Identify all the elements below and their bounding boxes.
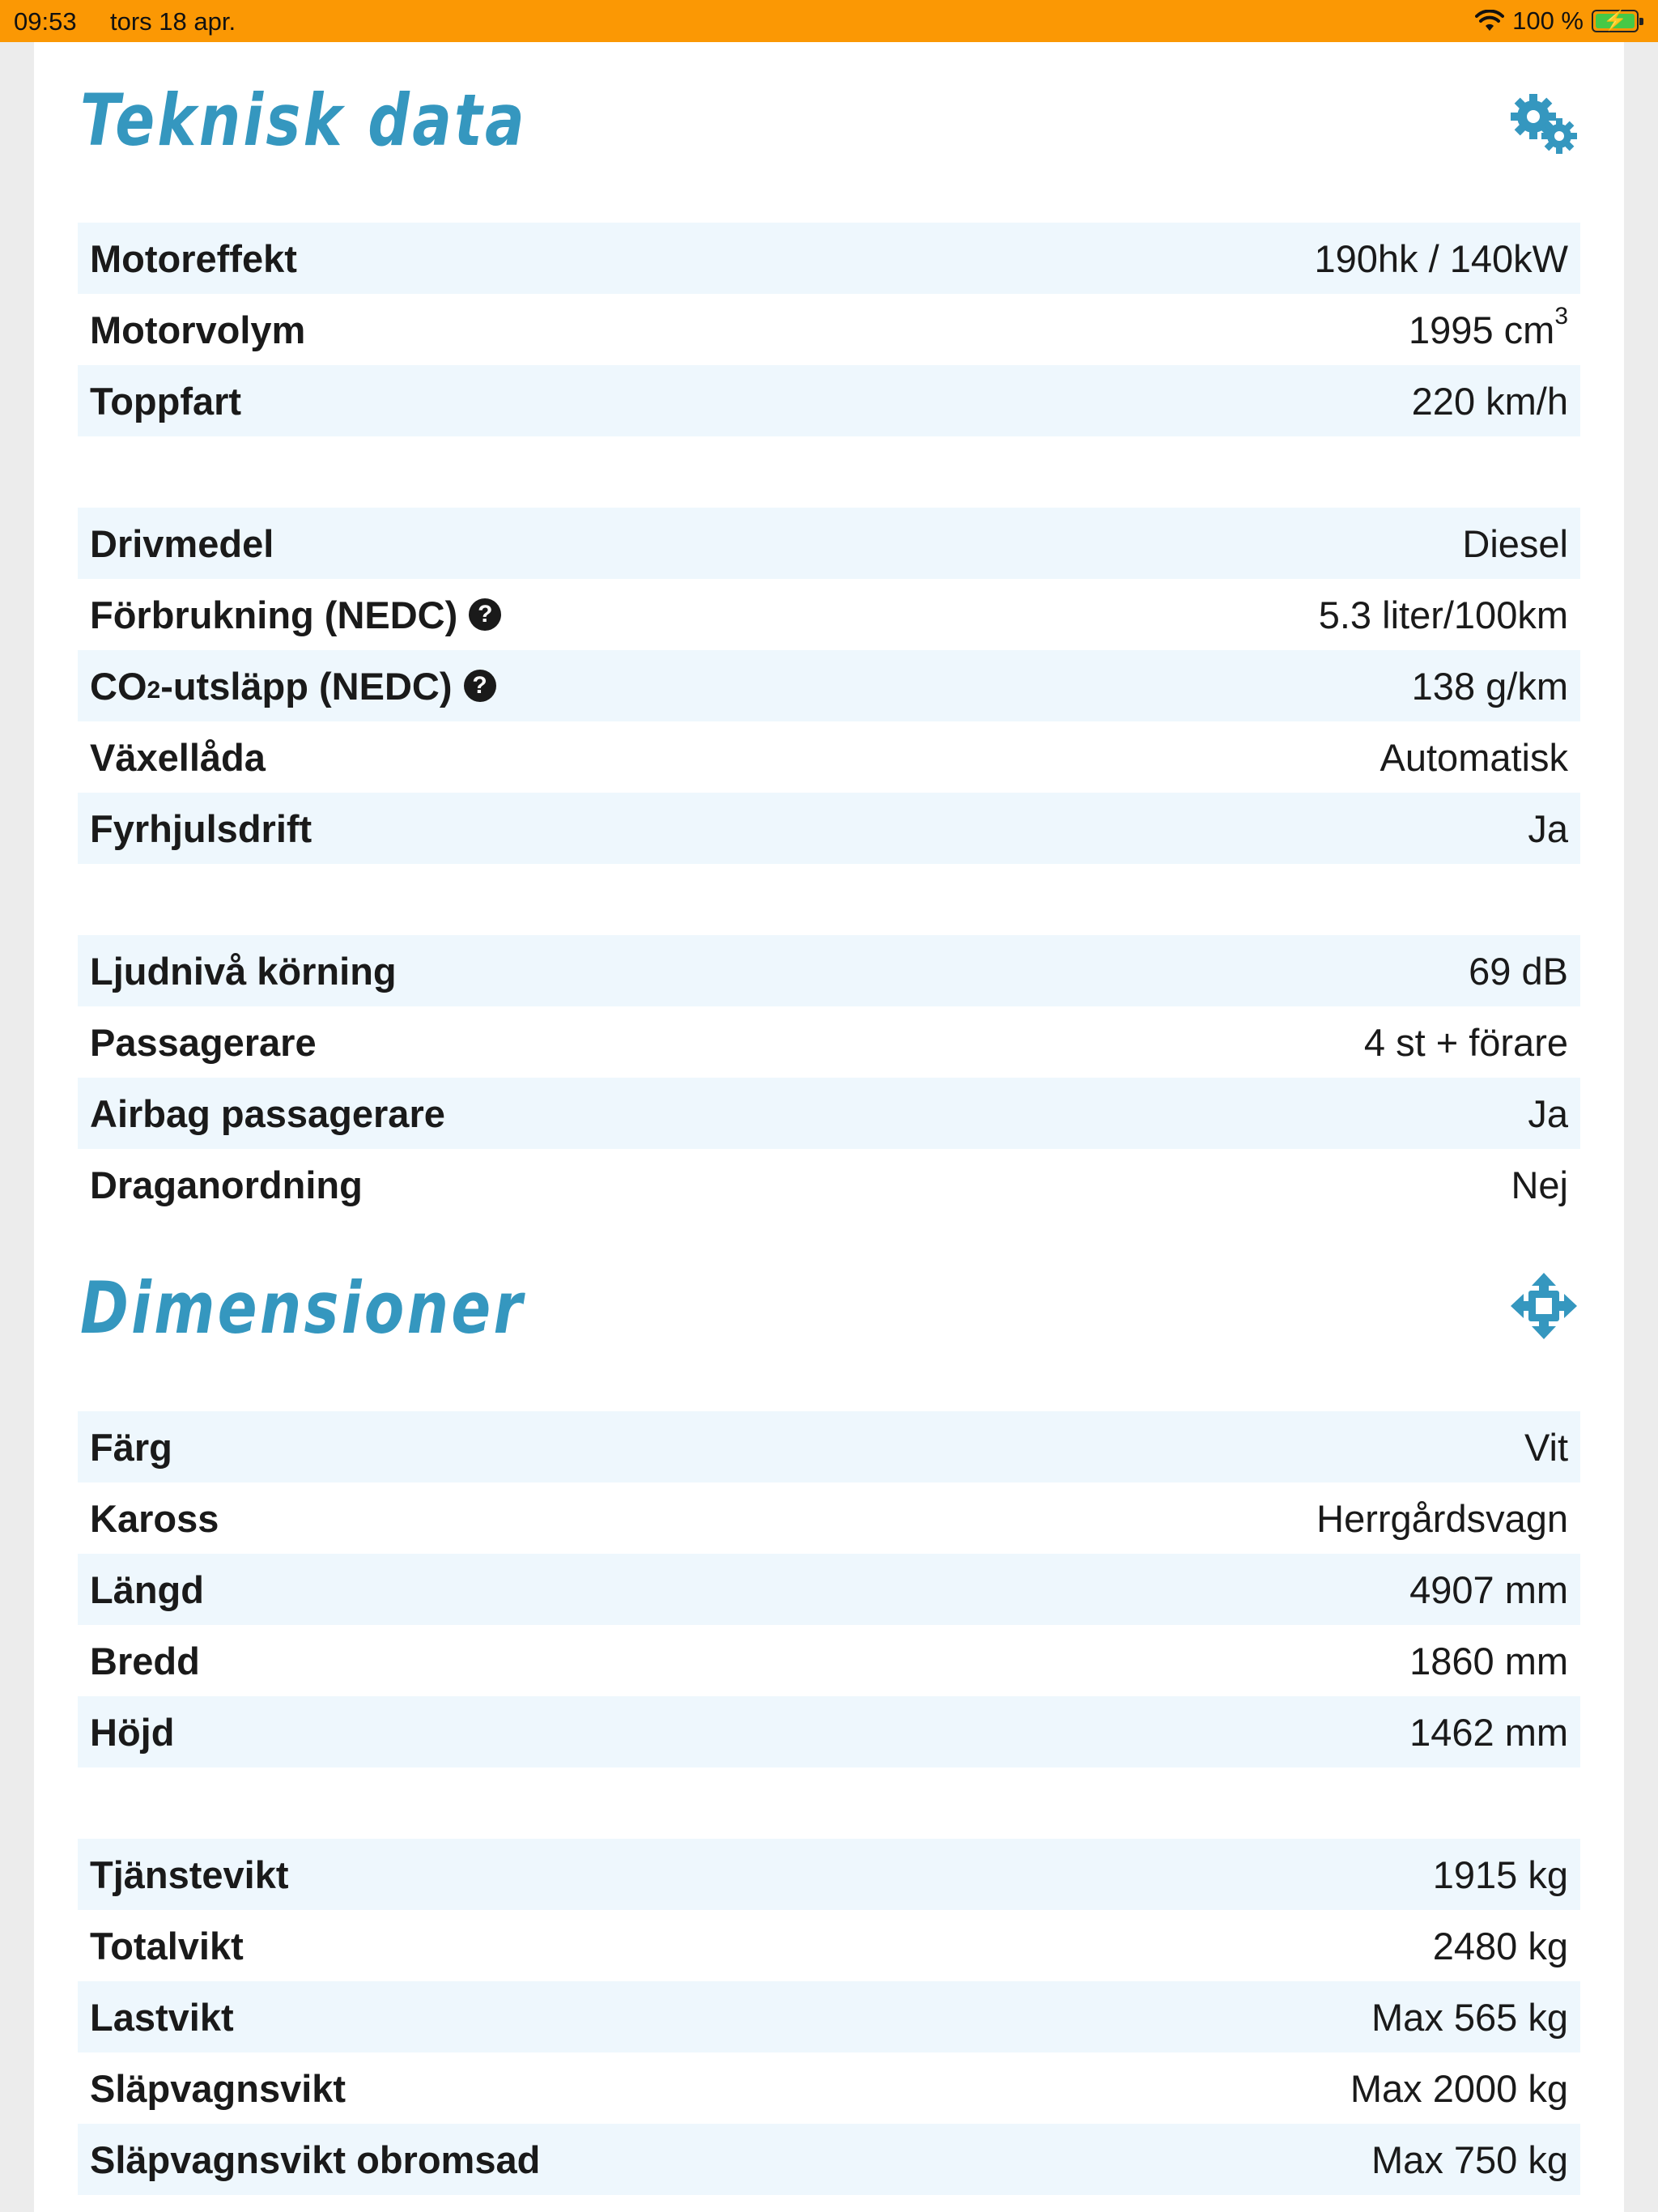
row-label: Drivmedel <box>90 521 274 565</box>
row-label: Längd <box>90 1568 204 1611</box>
row-value: 138 g/km <box>1411 664 1568 708</box>
row-label: Bredd <box>90 1639 200 1682</box>
row-label: Kaross <box>90 1496 219 1540</box>
tech-table-group-1 <box>78 223 1580 436</box>
row-value: 190hk / 140kW <box>1314 236 1568 280</box>
table-row <box>78 508 1580 579</box>
content-card <box>34 42 1624 2212</box>
row-label <box>90 664 496 708</box>
row-label: Passagerare <box>90 1020 317 1064</box>
table-row <box>78 365 1580 436</box>
row-value: Automatisk <box>1380 735 1568 779</box>
section-title-dimensioner: Dimensioner <box>80 1266 525 1350</box>
table-row <box>78 1839 1580 1910</box>
gears-icon <box>1509 92 1580 157</box>
row-value: 1915 kg <box>1432 1853 1568 1896</box>
tech-table-group-3 <box>78 935 1580 1220</box>
label-text: CO <box>90 664 147 708</box>
help-icon[interactable]: ? <box>464 670 496 702</box>
row-value: Ja <box>1528 806 1568 850</box>
row-value: Max 750 kg <box>1371 2138 1568 2181</box>
table-row <box>78 1625 1580 1696</box>
battery-percent: 100 % <box>1512 6 1584 35</box>
row-label: Ljudnivå körning <box>90 949 397 993</box>
status-date: tors 18 apr. <box>110 7 236 36</box>
table-row <box>78 223 1580 294</box>
row-value: 1462 mm <box>1409 1710 1568 1754</box>
help-icon[interactable]: ? <box>469 598 501 631</box>
row-value <box>1409 302 1568 352</box>
tech-table-group-2 <box>78 508 1580 864</box>
row-label: Tjänstevikt <box>90 1853 289 1896</box>
row-label: Lastvikt <box>90 1995 234 2039</box>
row-value: 4907 mm <box>1409 1568 1568 1611</box>
table-row <box>78 935 1580 1006</box>
row-value: Diesel <box>1462 521 1568 565</box>
table-row <box>78 579 1580 650</box>
status-right <box>1475 6 1639 36</box>
value-superscript: 3 <box>1554 302 1568 330</box>
row-label: Toppfart <box>90 379 242 423</box>
row-value: Ja <box>1528 1091 1568 1135</box>
row-value: 2480 kg <box>1432 1924 1568 1967</box>
wifi-icon <box>1475 10 1504 32</box>
section-title-teknisk-data: Teknisk data <box>80 79 527 162</box>
row-label: Airbag passagerare <box>90 1091 445 1135</box>
row-label: Färg <box>90 1425 172 1469</box>
table-row <box>78 1149 1580 1220</box>
row-value: 220 km/h <box>1411 379 1568 423</box>
row-label: Släpvagnsvikt obromsad <box>90 2138 541 2181</box>
table-row <box>78 721 1580 793</box>
table-row <box>78 1910 1580 1981</box>
table-row <box>78 1482 1580 1554</box>
row-value: Max 2000 kg <box>1350 2066 1568 2110</box>
row-value: 5.3 liter/100km <box>1318 593 1568 636</box>
row-label: Totalvikt <box>90 1924 244 1967</box>
row-value: Nej <box>1511 1163 1568 1206</box>
row-label: Fyrhjulsdrift <box>90 806 312 850</box>
label-text: Förbrukning (NEDC) <box>90 593 458 636</box>
row-label: Motoreffekt <box>90 236 297 280</box>
row-label: Höjd <box>90 1710 175 1754</box>
dims-table-group-2 <box>78 1839 1580 2195</box>
row-value: Vit <box>1524 1425 1568 1469</box>
table-row <box>78 1006 1580 1078</box>
row-label: Släpvagnsvikt <box>90 2066 346 2110</box>
table-row <box>78 294 1580 365</box>
row-value: Herrgårdsvagn <box>1316 1496 1568 1540</box>
row-value: 1860 mm <box>1409 1639 1568 1682</box>
arrows-expand-icon <box>1509 1271 1579 1341</box>
row-label <box>90 593 501 637</box>
row-label: Draganordning <box>90 1163 363 1206</box>
label-subscript: 2 <box>147 677 161 704</box>
row-value: Max 565 kg <box>1371 1995 1568 2039</box>
table-row <box>78 1696 1580 1767</box>
table-row <box>78 1981 1580 2052</box>
label-text: -utsläpp (NEDC) <box>160 664 453 708</box>
table-row <box>78 1411 1580 1482</box>
row-label: Växellåda <box>90 735 266 779</box>
value-text: 1995 cm <box>1409 308 1555 351</box>
table-row <box>78 793 1580 864</box>
table-row <box>78 1554 1580 1625</box>
status-time: 09:53 <box>14 7 77 36</box>
battery-icon: ⚡ <box>1592 10 1639 32</box>
table-row <box>78 1078 1580 1149</box>
table-row <box>78 650 1580 721</box>
row-value: 4 st + förare <box>1363 1020 1568 1064</box>
table-row <box>78 2052 1580 2124</box>
dims-table-group-1 <box>78 1411 1580 1767</box>
row-value: 69 dB <box>1469 949 1568 993</box>
status-bar <box>0 0 1658 42</box>
row-label: Motorvolym <box>90 308 306 351</box>
table-row <box>78 2124 1580 2195</box>
